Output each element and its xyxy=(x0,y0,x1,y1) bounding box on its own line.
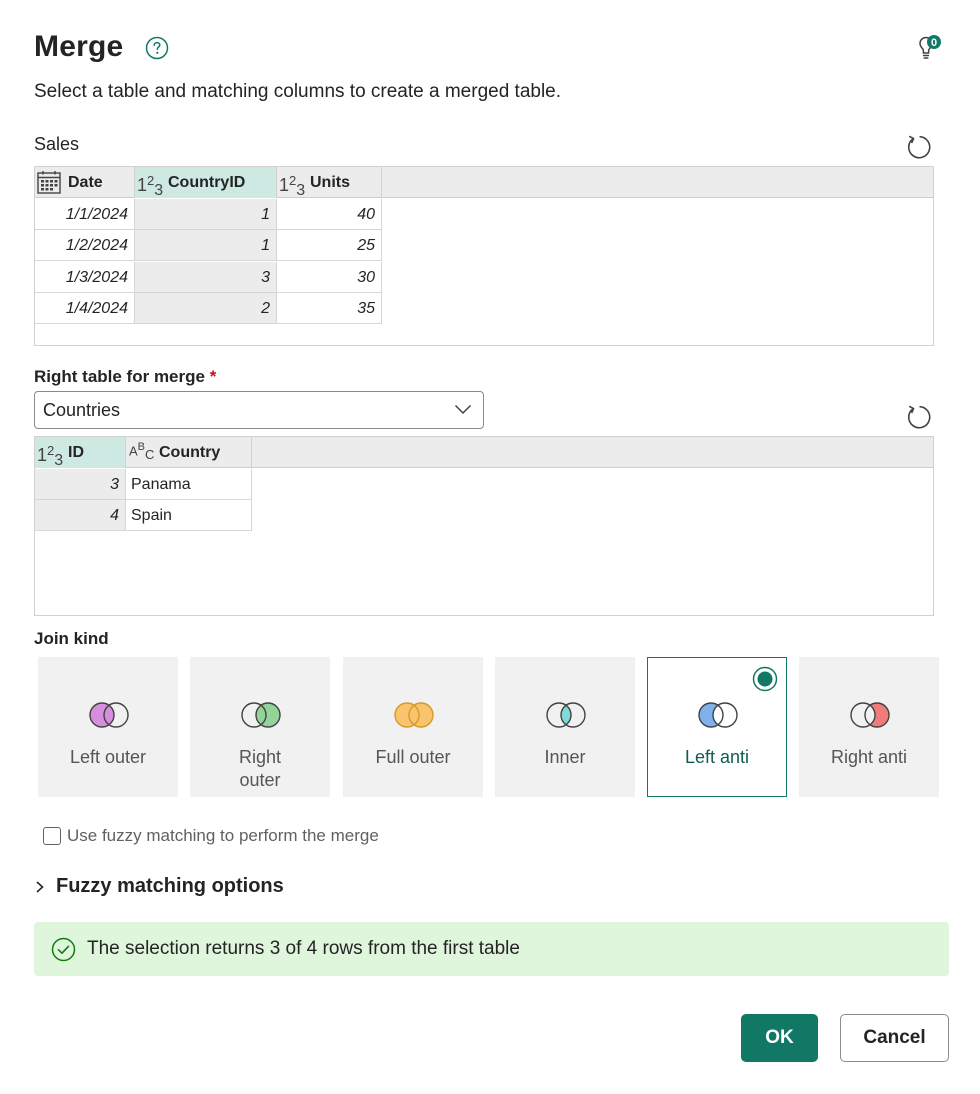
column-name: Units xyxy=(310,174,350,191)
venn-left-anti-icon xyxy=(696,700,740,730)
table-cell[interactable]: 2 xyxy=(135,293,277,324)
join-option-left-anti[interactable] xyxy=(647,657,787,797)
dialog-subtitle: Select a table and matching columns to create a merged table. xyxy=(34,81,562,102)
success-check-icon xyxy=(51,937,76,962)
text-type-icon: $A^B_C$ xyxy=(129,441,155,462)
join-option-label: Full outer xyxy=(375,747,451,767)
chevron-right-icon xyxy=(34,880,46,894)
table-cell[interactable]: 3 xyxy=(35,469,126,500)
dialog-title: Merge xyxy=(34,30,124,63)
notification-count: 0 xyxy=(930,37,938,49)
required-indicator: * xyxy=(209,367,217,386)
cancel-button[interactable]: Cancel xyxy=(840,1014,949,1062)
venn-right-anti-icon xyxy=(848,700,892,730)
right-table-label-text: Right table for merge xyxy=(34,367,205,386)
dropdown-selected-value: Countries xyxy=(43,400,121,420)
radio-selected-icon xyxy=(752,666,778,692)
join-option-right-outer[interactable] xyxy=(190,657,330,797)
column-name: Country xyxy=(159,444,221,461)
number-type-icon: $1^2_3$ xyxy=(279,173,306,199)
table-cell[interactable]: 1/4/2024 xyxy=(35,293,135,324)
table-cell[interactable]: 1/3/2024 xyxy=(35,262,135,293)
table-cell[interactable]: 1 xyxy=(135,199,277,230)
table-cell[interactable]: 3 xyxy=(135,262,277,293)
join-option-label: Left anti xyxy=(684,747,750,767)
left-table-label: Sales xyxy=(34,134,80,154)
join-option-label: Left outer xyxy=(69,747,147,767)
join-option-inner[interactable] xyxy=(495,657,635,797)
column-name: CountryID xyxy=(168,174,246,191)
column-name: Date xyxy=(68,174,103,191)
status-banner xyxy=(34,922,949,976)
column-header-countryid[interactable] xyxy=(135,167,277,198)
refresh-left-table-icon[interactable] xyxy=(904,133,932,161)
right-table-header xyxy=(35,437,933,468)
table-cell[interactable]: 1 xyxy=(135,230,277,261)
venn-right-outer-icon xyxy=(239,700,283,730)
table-cell[interactable]: 40 xyxy=(277,199,382,230)
venn-left-outer-icon xyxy=(87,700,131,730)
table-cell[interactable]: Spain xyxy=(126,500,252,531)
venn-inner-icon xyxy=(544,700,588,730)
table-cell[interactable]: 25 xyxy=(277,230,382,261)
join-option-left-outer[interactable] xyxy=(38,657,178,797)
ok-button[interactable]: OK xyxy=(741,1014,818,1062)
help-icon[interactable] xyxy=(145,36,169,60)
right-table-dropdown[interactable] xyxy=(34,391,484,429)
chevron-down-icon xyxy=(454,402,472,416)
join-option-label: Right outer xyxy=(238,747,282,790)
column-header-date[interactable] xyxy=(35,167,135,198)
join-option-right-anti[interactable] xyxy=(799,657,939,797)
fuzzy-matching-checkbox-label[interactable]: Use fuzzy matching to perform the merge xyxy=(67,826,379,845)
table-cell[interactable]: 1/1/2024 xyxy=(35,199,135,230)
lightbulb-icon xyxy=(912,34,944,66)
fuzzy-matching-checkbox[interactable] xyxy=(43,827,61,845)
number-type-icon: $1^2_3$ xyxy=(137,173,164,199)
number-type-icon: $1^2_3$ xyxy=(37,443,64,469)
refresh-right-table-icon[interactable] xyxy=(904,403,932,431)
column-header-country[interactable] xyxy=(126,437,252,468)
column-header-units[interactable] xyxy=(277,167,382,198)
table-cell[interactable]: 1/2/2024 xyxy=(35,230,135,261)
fuzzy-options-label: Fuzzy matching options xyxy=(56,875,284,897)
column-header-id[interactable] xyxy=(35,437,126,468)
column-name: ID xyxy=(68,444,84,461)
join-option-full-outer[interactable] xyxy=(343,657,483,797)
table-cell[interactable]: 30 xyxy=(277,262,382,293)
join-option-label: Inner xyxy=(544,747,586,767)
table-cell[interactable]: 4 xyxy=(35,500,126,531)
join-option-label: Right anti xyxy=(830,747,908,767)
right-table-preview xyxy=(34,436,934,616)
calendar-icon xyxy=(37,171,61,194)
copilot-bulb-button[interactable] xyxy=(912,34,944,66)
right-table-label xyxy=(34,367,216,387)
left-table-preview xyxy=(34,166,934,346)
left-table-header xyxy=(35,167,933,198)
venn-full-outer-icon xyxy=(392,700,436,730)
join-kind-label: Join kind xyxy=(34,629,109,648)
table-cell[interactable]: 35 xyxy=(277,293,382,324)
table-cell[interactable]: Panama xyxy=(126,469,252,500)
status-message: The selection returns 3 of 4 rows from the first table xyxy=(87,938,520,959)
